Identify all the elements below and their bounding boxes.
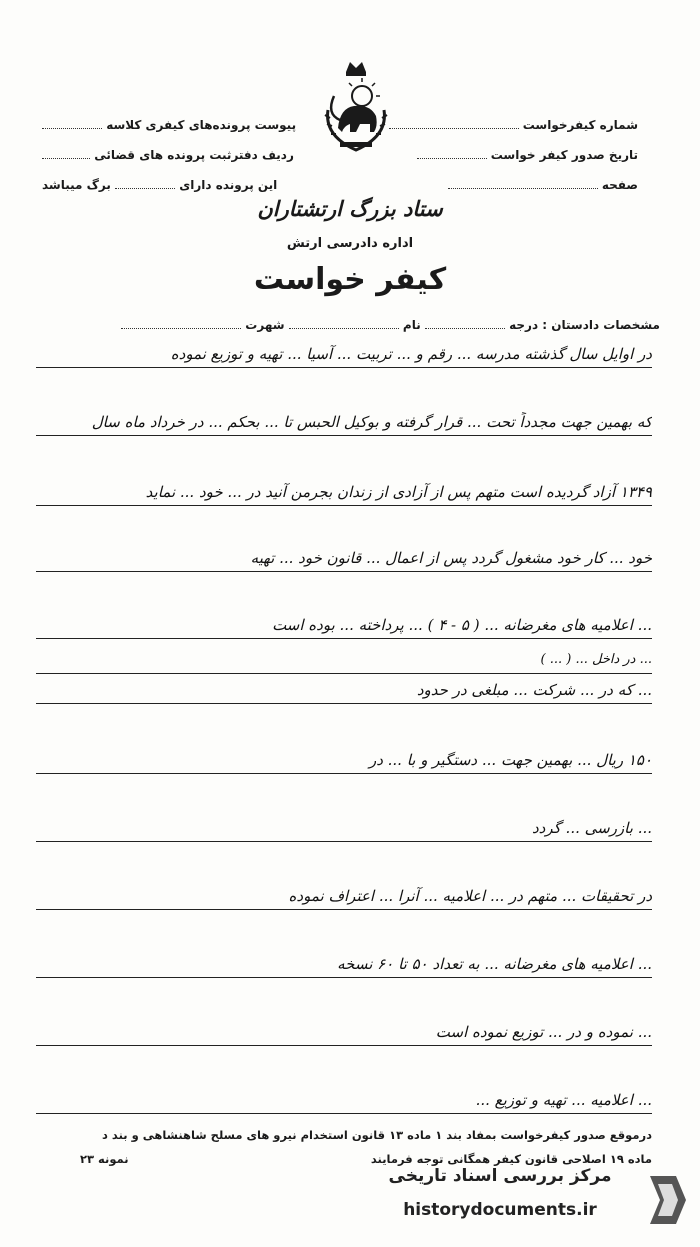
case-number-dots: [389, 128, 519, 129]
handwritten-line: ... اعلامیه ... تهیه و توزیع ...: [36, 1090, 652, 1114]
attached-files-field: [42, 118, 296, 132]
attached-files-label: پیوست پرونده‌های کیفری کلاسه: [106, 118, 297, 132]
handwritten-line: خود ... کار خود مشغول گردد پس از اعمال ... قانون خود ... تهیه: [36, 548, 652, 572]
plaintiff-surname-dots: [121, 328, 241, 329]
footer-note-line2: ماده ۱۹ اصلاحی قانون کیفر همگانی توجه فرمایند: [370, 1152, 652, 1166]
plaintiff-rank-label: مشخصات دادستان : درجه: [509, 318, 660, 332]
issue-date-label: تاریخ صدور کیفر خواست: [490, 148, 638, 162]
page-label: صفحه: [601, 178, 638, 192]
document-title: کیفر خواست: [253, 262, 447, 297]
archive-logo-icon: [646, 1170, 690, 1230]
page-count-prefix: این پرونده دارای: [179, 178, 278, 192]
page-dots: [448, 188, 598, 189]
handwritten-line: در تحقیقات ... متهم در ... اعلامیه ... آنرا ... اعتراف نموده: [36, 886, 652, 910]
lion-and-sun-emblem-icon: [316, 58, 396, 158]
handwritten-line: ۱۳۴۹ آزاد گردیده است متهم پس از آزادی از زندان بجرمن آنید در ... خود ... نماید: [36, 482, 652, 506]
handwritten-line: ... اعلامیه های مغرضانه ... ( ۵ - ۴ ) ... پرداخته ... بوده است: [36, 615, 652, 639]
case-number-field: [389, 118, 638, 132]
plaintiff-line: [121, 318, 660, 332]
page-count-dots: [115, 188, 175, 189]
org-main-title: ستاد بزرگ ارتشتاران: [257, 196, 443, 221]
archive-watermark: [360, 1166, 690, 1238]
registry-row-label: ردیف دفترثبت پرونده های قضائی: [94, 148, 294, 162]
department-title: اداره دادرسی ارتش: [286, 236, 414, 251]
registry-row-dots: [42, 158, 90, 159]
form-number: نمونه ۲۳: [80, 1152, 129, 1166]
watermark-title: مرکز بررسی اسناد تاریخی: [388, 1166, 612, 1186]
issue-date-field: [417, 148, 638, 162]
handwritten-line: ... نموده و در ... توزیع نموده است: [36, 1022, 652, 1046]
plaintiff-name-label: نام: [402, 318, 421, 332]
page-count-field: [42, 178, 277, 192]
registry-row-field: [42, 148, 294, 162]
handwritten-line: که بهمین جهت مجدداً تحت ... قرار گرفته و بوکیل الحبس تا ... بحکم ... در خرداد ماه سال: [36, 412, 652, 436]
handwritten-line: ... بازرسی ... گردد: [36, 818, 652, 842]
handwritten-line: ... در داخل ... ( ... ): [36, 650, 652, 674]
page-field: [448, 178, 638, 192]
plaintiff-name-dots: [289, 328, 399, 329]
handwritten-line: ... که در ... شرکت ... مبلغی در حدود: [36, 680, 652, 704]
handwritten-line: ۱۵۰ ریال ... بهمین جهت ... دستگیر و با ... در: [36, 750, 652, 774]
plaintiff-surname-label: شهرت: [245, 318, 285, 332]
watermark-url: historydocuments.ir: [403, 1200, 597, 1220]
page-count-suffix: برگ میباشد: [42, 178, 111, 192]
case-number-label: شماره کیفرخواست: [522, 118, 638, 132]
issue-date-dots: [417, 158, 487, 159]
handwritten-line: ... اعلامیه های مغرضانه ... به تعداد ۵۰ تا ۶۰ نسخه: [36, 954, 652, 978]
attached-files-dots: [42, 128, 102, 129]
handwritten-line: در اوایل سال گذشته مدرسه ... رقم و ... تربیت ... آسیا ... تهیه و توزیع نموده: [36, 344, 652, 368]
footer-note-line1: درموقع صدور کیفرخواست بمفاد بند ۱ ماده ۱۳ قانون استخدام نیرو های مسلح شاهنشاهی و بند د: [102, 1128, 652, 1142]
plaintiff-rank-dots: [425, 328, 505, 329]
